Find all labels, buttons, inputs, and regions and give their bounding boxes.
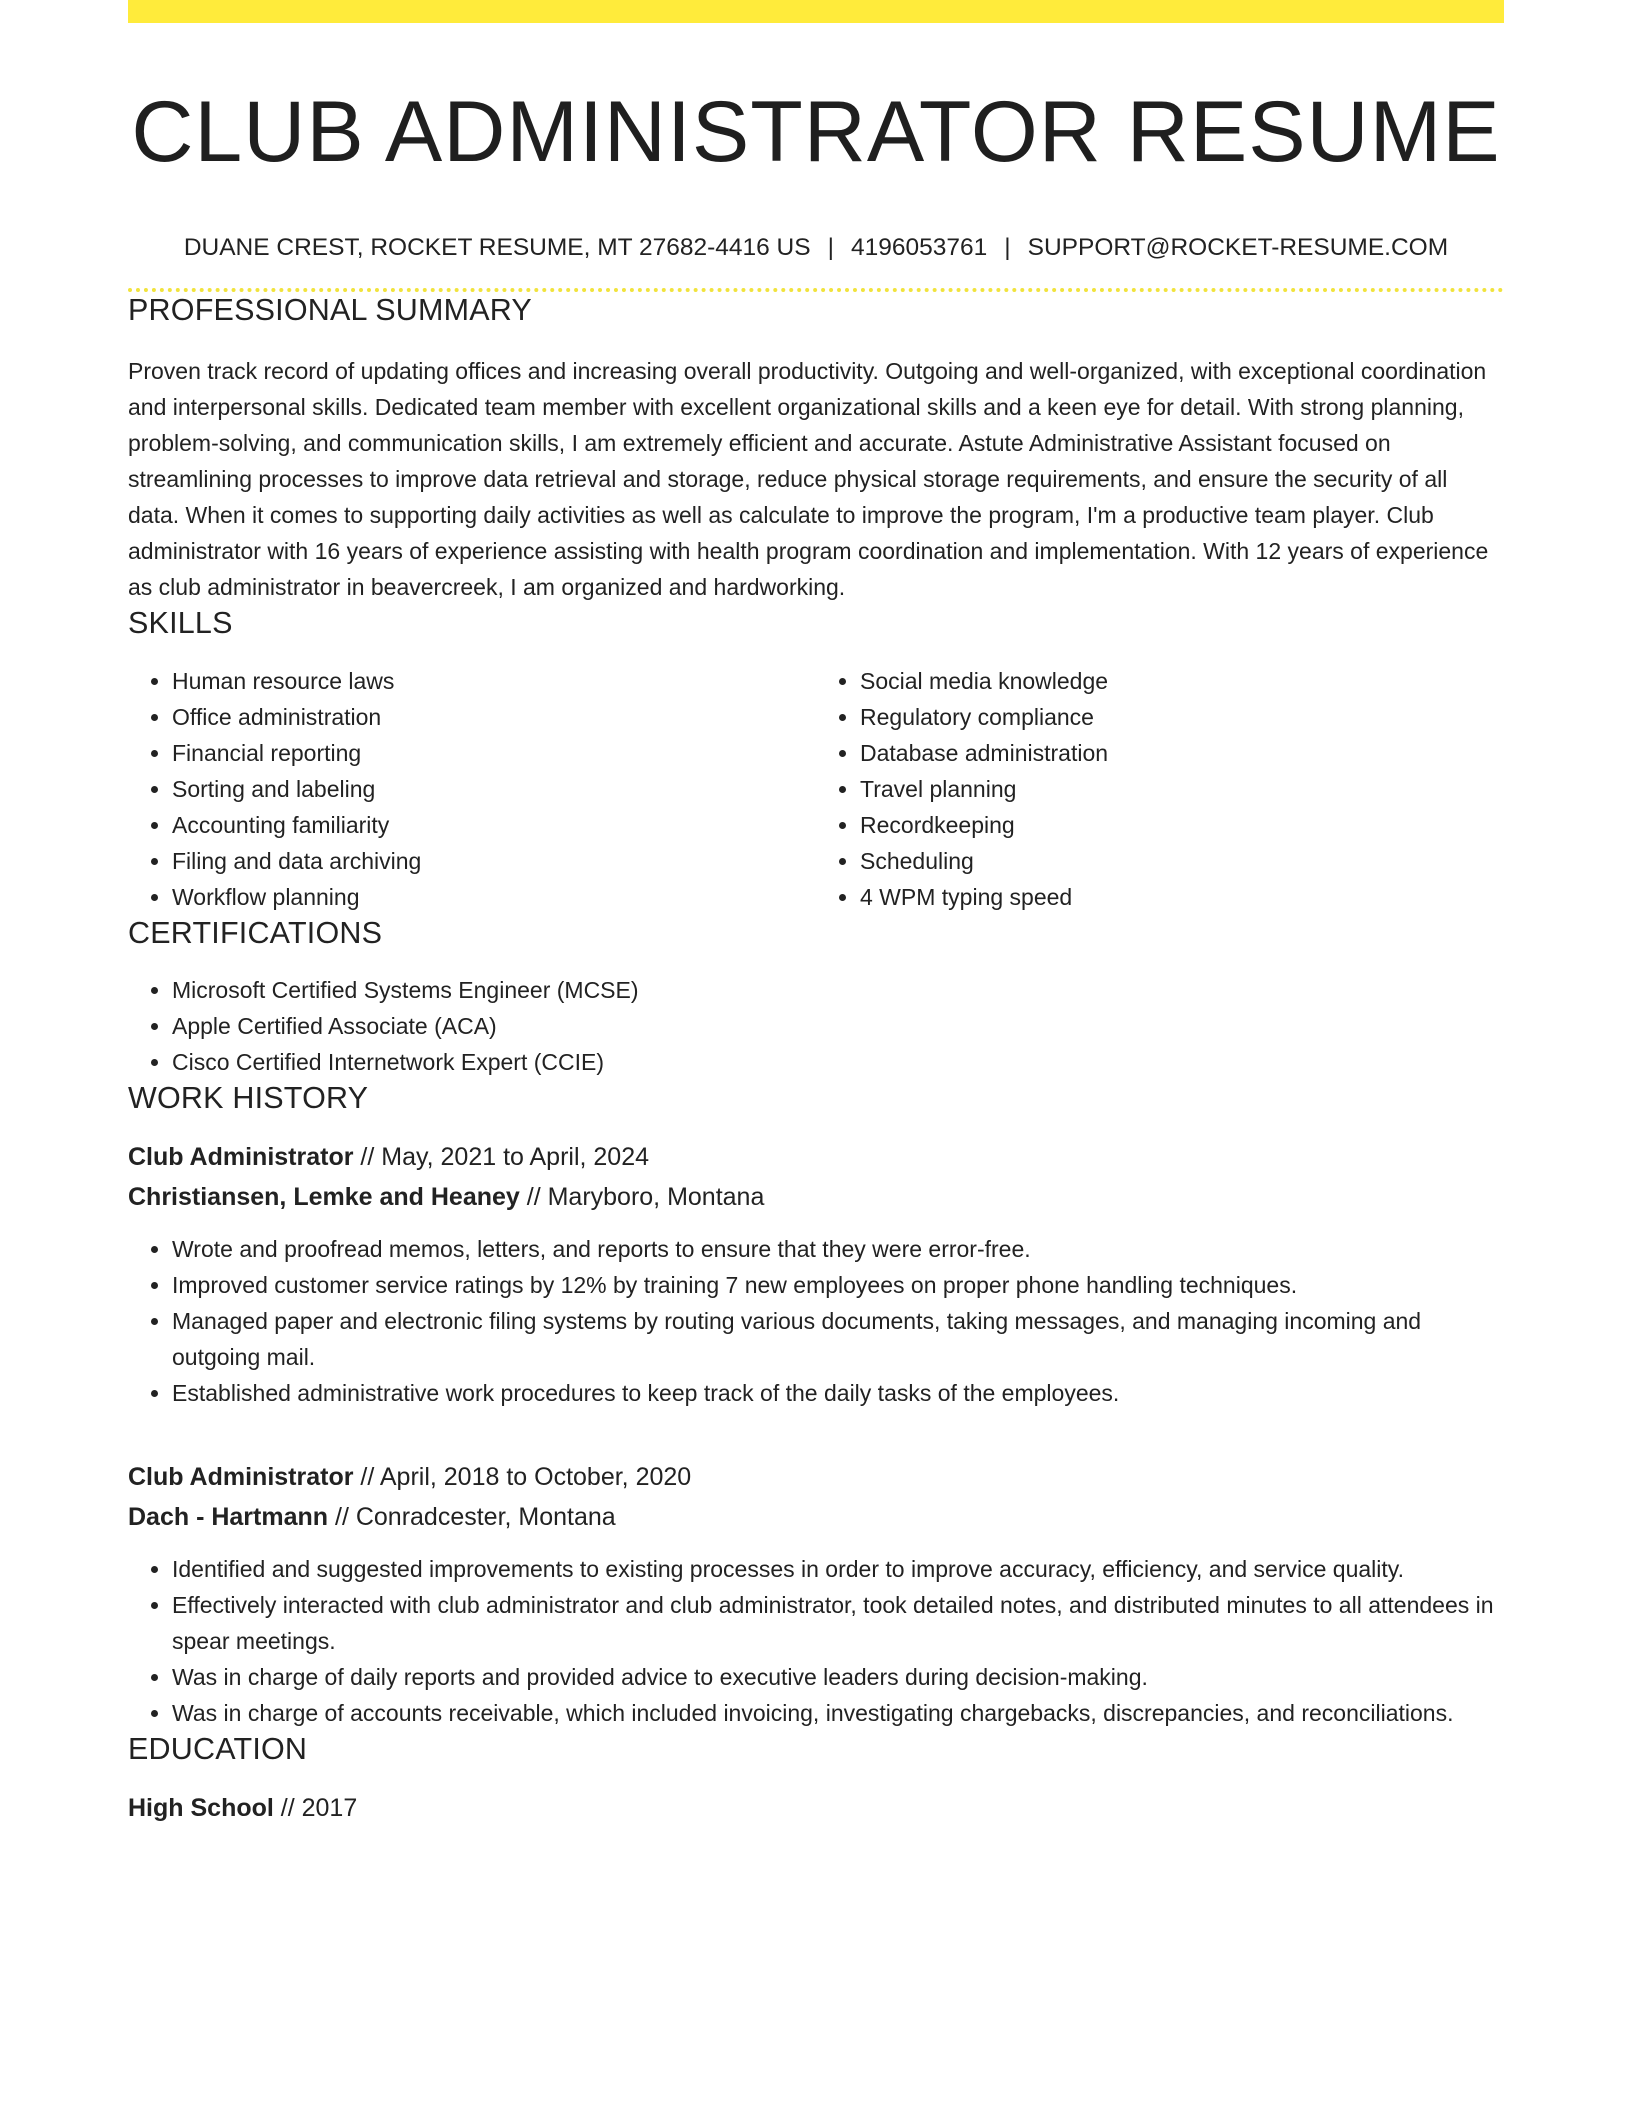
job-bullet: • Was in charge of accounts receivable, which included invoicing, investigating chargebacks, discrepancies, and reconciliations. — [172, 1695, 1504, 1731]
skill-item: • Regulatory compliance — [860, 699, 1504, 735]
certifications-list — [128, 972, 1504, 1080]
job-title-line — [128, 1457, 1504, 1497]
job-role: Club Administrator — [128, 1143, 354, 1172]
skill-item: • Travel planning — [860, 771, 1504, 807]
contact-line — [128, 233, 1504, 262]
job-company: Dach - Hartmann — [128, 1503, 329, 1532]
job-company-line — [128, 1497, 1504, 1537]
skills-heading: SKILLS — [128, 606, 233, 641]
skill-item: • Human resource laws — [172, 663, 816, 699]
top-accent-bar — [128, 0, 1504, 23]
contact-email[interactable]: SUPPORT@ROCKET-RESUME.COM — [1027, 234, 1449, 262]
skill-item: • 4 WPM typing speed — [860, 879, 1504, 915]
resume-page — [128, 0, 1504, 1828]
education-line — [128, 1788, 1504, 1828]
job-dates: // April, 2018 to October, 2020 — [353, 1463, 692, 1492]
job-bullet: • Managed paper and electronic filing systems by routing various documents, taking messages, and managing incoming and outgoing mail. — [172, 1303, 1504, 1375]
skill-item: • Office administration — [172, 699, 816, 735]
job-bullet: • Established administrative work procedures to keep track of the daily tasks of the employees. — [172, 1375, 1504, 1411]
skill-item: • Accounting familiarity — [172, 807, 816, 843]
resume-title: CLUB ADMINISTRATOR RESUME — [131, 84, 1501, 180]
job-bullet: • Identified and suggested improvements to existing processes in order to improve accuracy, efficiency, and service quality. — [172, 1551, 1504, 1587]
skill-item: • Database administration — [860, 735, 1504, 771]
job-bullet: • Improved customer service ratings by 12% by training 7 new employees on proper phone handling techniques. — [172, 1267, 1504, 1303]
summary-text: Proven track record of updating offices and increasing overall productivity. Outgoing and well-organized, with exceptional coordination and interpersonal skills. Dedicated team member with excellent organizational skills and a keen eye for detail. With strong planning, problem-solving, and communication skills, I am extremely efficient and accurate. Astute Administrative Assistant focused on streamlining processes to improve data retrieval and storage, reduce physical storage requirements, and ensure the security of all data. When it comes to supporting daily activities as well as calculate to improve the program, I'm a productive team player. Club administrator with 16 years of experience assisting with health program coordination and implementation. With 12 years of experience as club administrator in beavercreek, I am organized and hardworking. — [128, 358, 1489, 601]
job-bullets — [128, 1551, 1504, 1731]
skills-list-right — [816, 663, 1504, 915]
skill-item: • Scheduling — [860, 843, 1504, 879]
job-location: // Conradcester, Montana — [328, 1503, 616, 1532]
skill-item: • Workflow planning — [172, 879, 816, 915]
job-company: Christiansen, Lemke and Heaney — [128, 1183, 520, 1212]
job-bullet: • Effectively interacted with club administrator and club administrator, took detailed notes, and distributed minutes to all attendees in spear meetings. — [172, 1587, 1504, 1659]
education-degree: High School — [128, 1793, 274, 1822]
contact-phone: 4196053761 — [850, 234, 988, 262]
certifications-heading: CERTIFICATIONS — [128, 915, 383, 950]
job-bullets — [128, 1231, 1504, 1411]
skill-item: • Social media knowledge — [860, 663, 1504, 699]
certification-item: • Apple Certified Associate (ACA) — [172, 1008, 1504, 1044]
skills-columns — [128, 663, 1504, 915]
certification-item: • Cisco Certified Internetwork Expert (CCIE) — [172, 1044, 1504, 1080]
skill-item: • Financial reporting — [172, 735, 816, 771]
job-bullet: • Was in charge of daily reports and provided advice to executive leaders during decision-making. — [172, 1659, 1504, 1695]
job-role: Club Administrator — [128, 1463, 354, 1492]
education-heading: EDUCATION — [128, 1732, 308, 1767]
job-title-line — [128, 1137, 1504, 1177]
job-location: // Maryboro, Montana — [519, 1183, 765, 1212]
job-dates: // May, 2021 to April, 2024 — [353, 1143, 650, 1172]
summary-heading: PROFESSIONAL SUMMARY — [128, 292, 532, 327]
work-history-heading: WORK HISTORY — [128, 1081, 369, 1116]
contact-separator: | — [1004, 234, 1011, 262]
education-year: // 2017 — [273, 1793, 358, 1822]
job-bullet: • Wrote and proofread memos, letters, and reports to ensure that they were error-free. — [172, 1231, 1504, 1267]
skill-item: • Sorting and labeling — [172, 771, 816, 807]
skill-item: • Filing and data archiving — [172, 843, 816, 879]
contact-address: DUANE CREST, ROCKET RESUME, MT 27682-4416 US — [183, 234, 811, 262]
job-company-line — [128, 1177, 1504, 1217]
skill-item: • Recordkeeping — [860, 807, 1504, 843]
contact-separator: | — [827, 234, 834, 262]
certification-item: • Microsoft Certified Systems Engineer (MCSE) — [172, 972, 1504, 1008]
skills-list-left — [128, 663, 816, 915]
